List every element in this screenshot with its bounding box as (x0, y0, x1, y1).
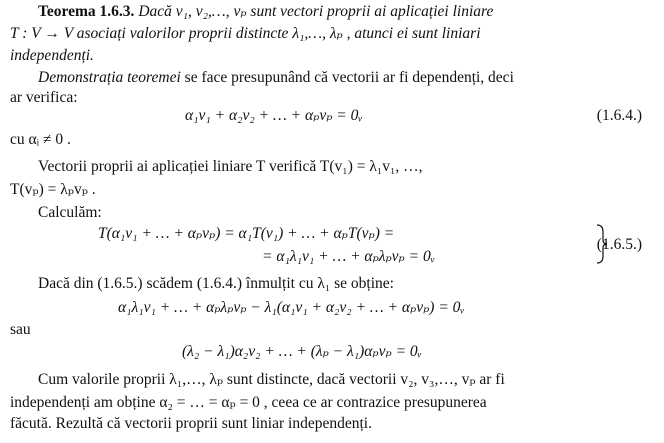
theorem-line-1 (38, 2, 654, 22)
theorem-statement-2: T : V → V asociați valorilor proprii distincte λ₁,…, λₚ , atunci ei sunt liniari (10, 25, 481, 42)
proof-intro (38, 68, 654, 88)
equation-1-6-5-line-1: T(α₁v₁ + … + αₚvₚ) = α₁T(v₁) + … + αₚT(vₚ) = (98, 225, 395, 242)
vectors-line-2: T(vₚ) = λₚvₚ . (10, 181, 96, 198)
equation-1-6-5-line-2: = α₁λ₁v₁ + … + αₚλₚvₚ = 0ᵥ (262, 248, 436, 265)
equation-number-1-6-4: (1.6.4.) (596, 107, 642, 124)
equation-difference: (λ₂ − λ₁)α₂v₂ + … + (λₚ − λ₁)αₚvₚ = 0ᵥ (182, 343, 422, 360)
vectors-line-1: Vectorii proprii ai aplicației liniare T verifică T(v₁) = λ₁v₁, …, (38, 158, 423, 175)
theorem-statement-1: Dacă v₁, v₂,…, vₚ sunt vectori proprii ai aplicației liniare (138, 3, 494, 20)
proof-intro-line-2: ar verifica: (10, 89, 78, 106)
conclusion-line-3: făcută. Rezultă că vectorii proprii sunt liniar independenți. (10, 415, 372, 432)
calculam-label: Calculăm: (38, 204, 102, 221)
theorem-title: Teorema 1.6.3. (38, 3, 135, 20)
subtract-line: Dacă din (1.6.5.) scădem (1.6.4.) înmulțit cu λ₁ se obține: (38, 275, 394, 292)
conclusion-line-1: Cum valorile proprii λ₁,…, λₚ sunt distincte, dacă vectorii v₂, v₃,…, vₚ ar fi (38, 371, 505, 388)
equation-1-6-4: α₁v₁ + α₂v₂ + … + αₚvₚ = 0ᵥ (185, 107, 363, 124)
equation-subtraction: α₁λ₁v₁ + … + αₚλₚvₚ − λ₁(α₁v₁ + α₂v₂ + … + αₚvₚ) = 0ᵥ (118, 299, 465, 316)
equation-number-1-6-5: (1.6.5.) (596, 236, 642, 253)
sau-label: sau (10, 321, 31, 338)
theorem-statement-3: independenți. (10, 47, 94, 64)
cu-line: cu αᵢ ≠ 0 . (10, 131, 71, 148)
proof-intro-rest: se face presupunând că vectorii ar fi dependenți, deci (180, 69, 514, 86)
proof-intro-italic: Demonstrația teoremei (38, 69, 181, 86)
conclusion-line-2: independenți am obține α₂ = … = αₚ = 0 , ceea ce ar contrazice presupunerea (10, 394, 487, 411)
